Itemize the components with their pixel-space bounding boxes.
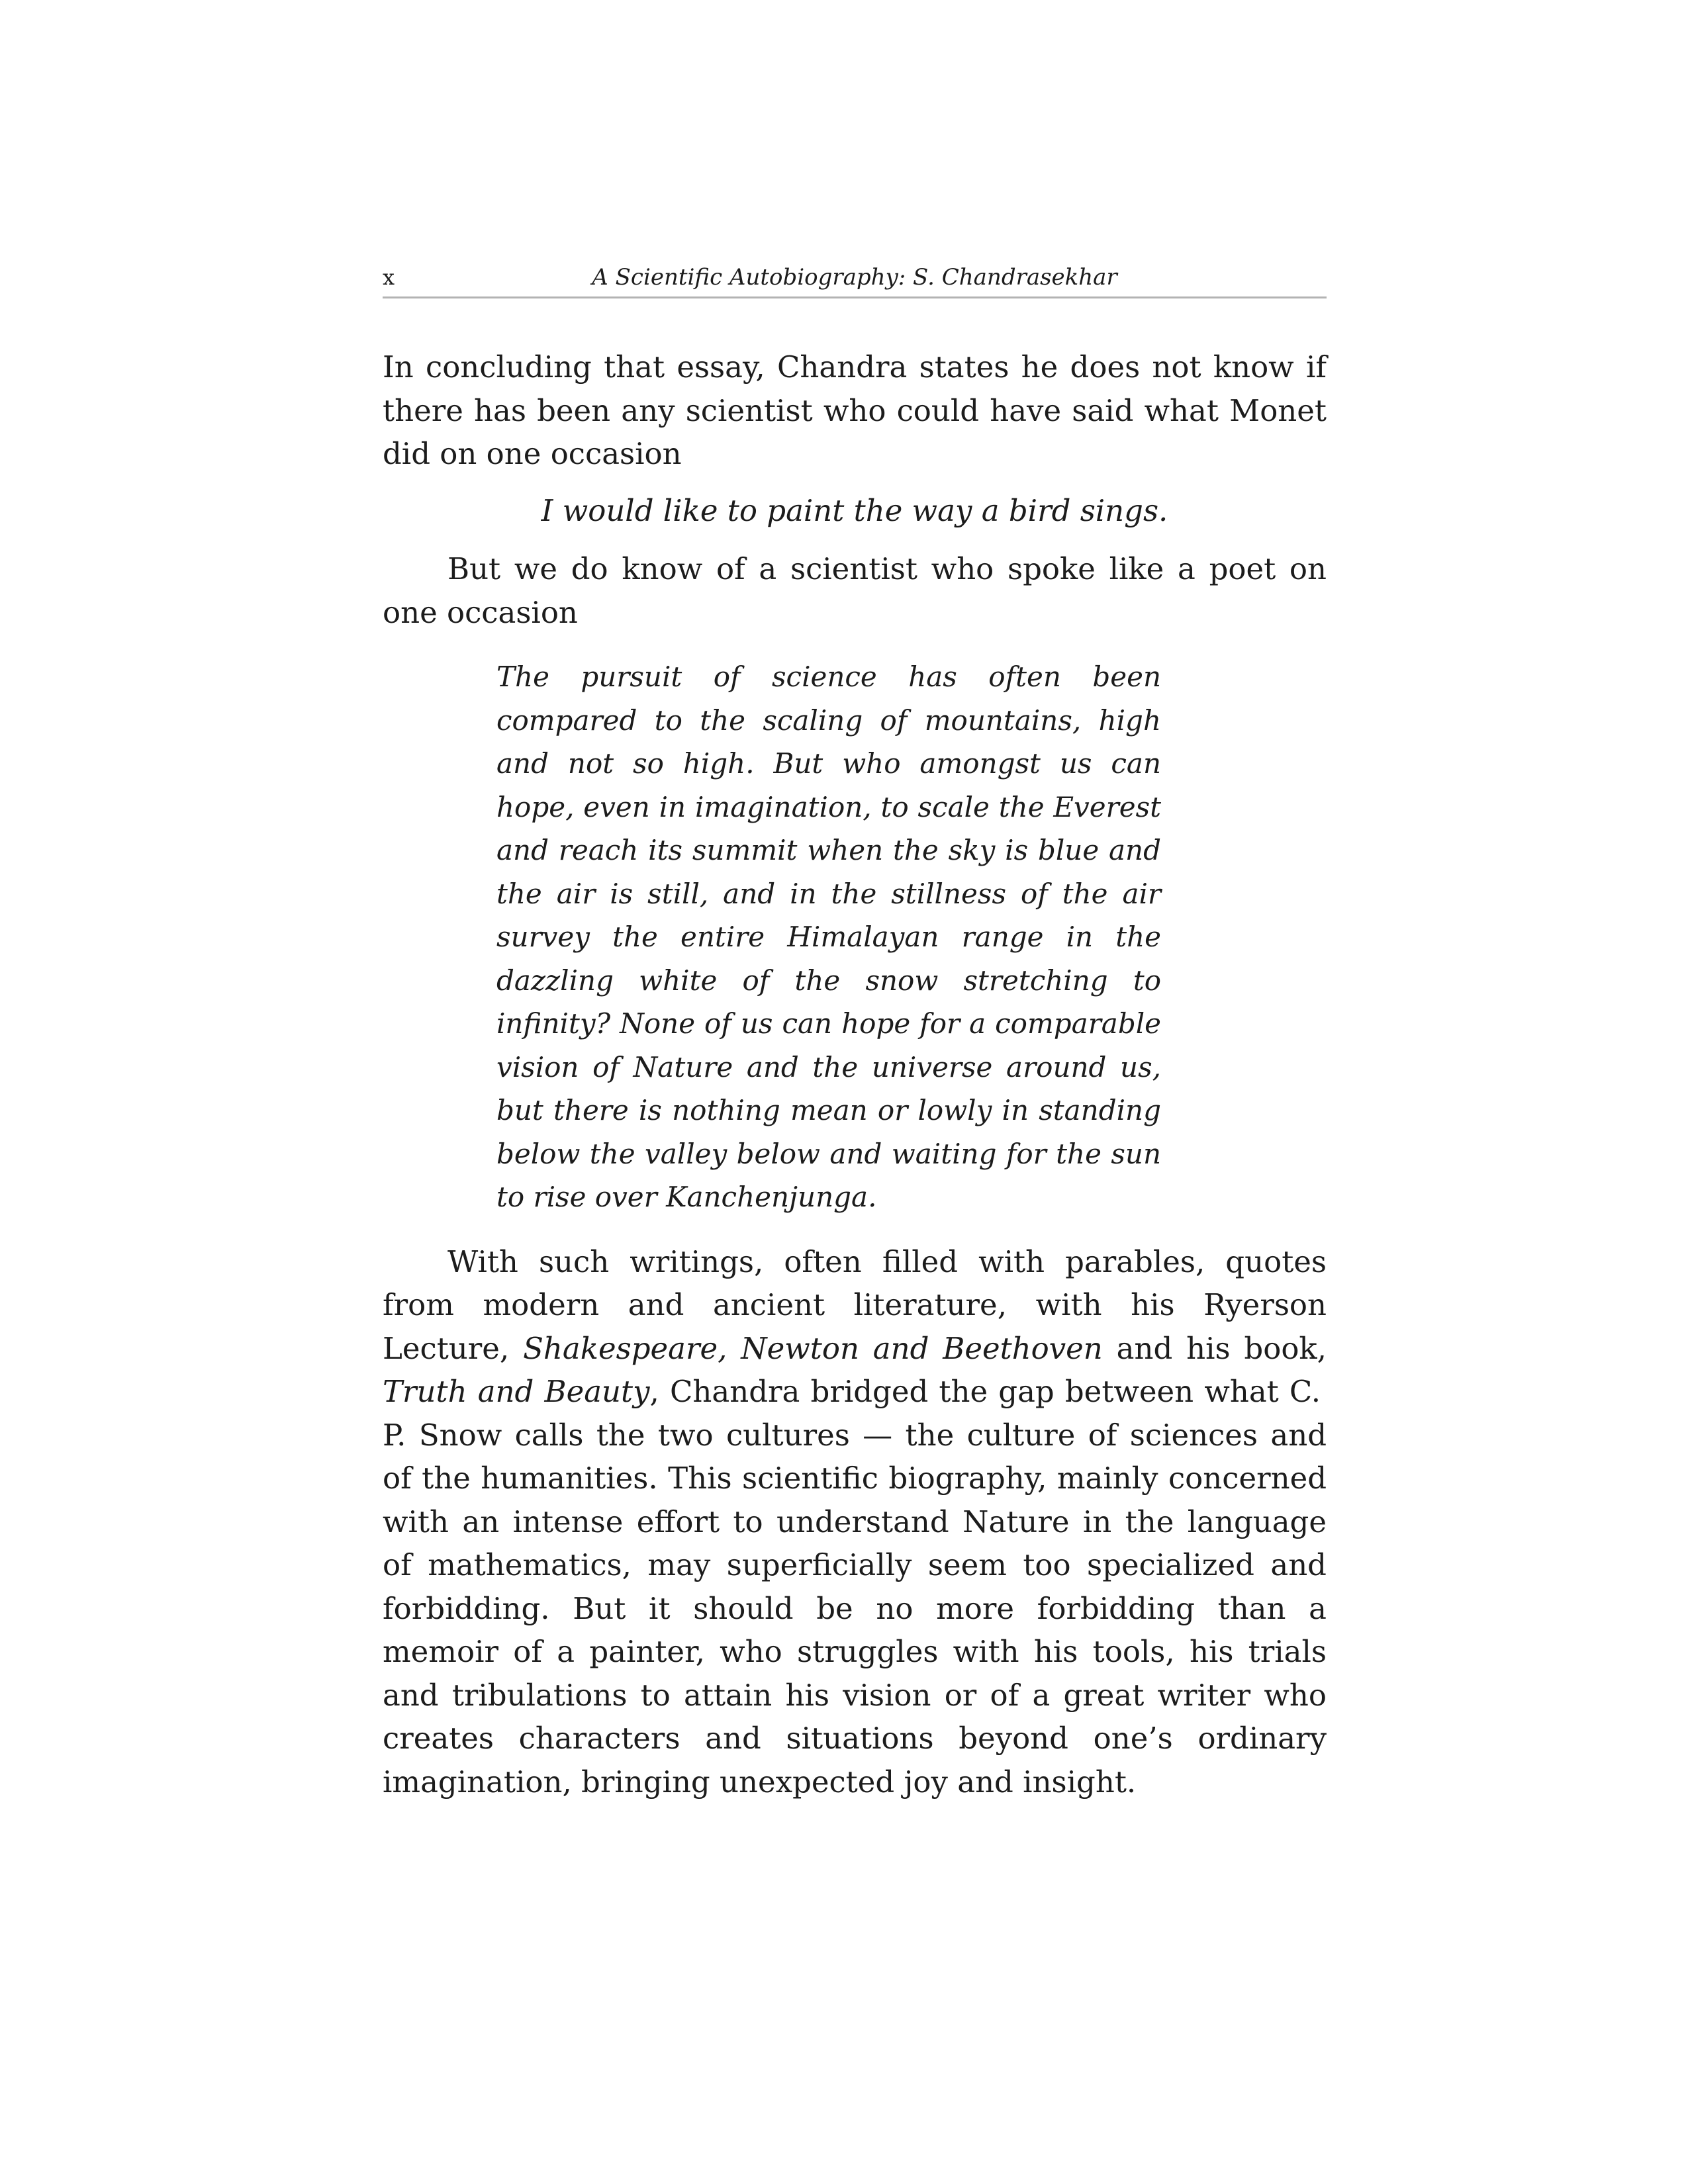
page-number: x <box>383 265 395 290</box>
paragraph-conclusion-part2: and his book, <box>1102 1330 1327 1366</box>
paragraph-conclusion-part1: With such writings, often filled with parables, quotes from modern and ancient literature, with his Ryerson Lecture, <box>383 1244 1327 1366</box>
monet-quote: I would like to paint the way a bird sings. <box>541 492 1168 528</box>
page-header <box>383 262 1327 298</box>
block-quote: The pursuit of science has often been compared to the scaling of mountains, high and not so high. But who amongst us can hope, even in imagination, to scale the Everest and reach its summit when the sky is blue and the air is still, and in the stillness of the air survey the entire Himalayan range in the dazzling white of the snow stretching to infinity? None of us can hope for a comparable vision of Nature and the universe around us, but there is nothing mean or lowly in standing below the valley below and waiting for the sun to rise over Kanchenjunga. <box>496 660 1161 1213</box>
paragraph-conclusion-part3: , Chandra bridged the gap between what C. P. Snow calls the two cultures — the culture of sciences and of the humanities. This scientific biography, mainly concerned with an intense effort to understand Nature in the language of mathematics, may superficially seem too specialized and forbidding. But it should be no more forbidding than a memoir of a painter, who struggles with his tools, his trials and tribulations to attain his vision or of a great writer who creates characters and situations beyond one’s ordinary imagination, bringing unexpected joy and insight. <box>383 1374 1327 1799</box>
paragraph-intro: In concluding that essay, Chandra states he does not know if there has been any scientist who could have said what Monet did on one occasion <box>383 349 1327 471</box>
book-title: Truth and Beauty <box>383 1374 650 1409</box>
lecture-title: Shakespeare, Newton and Beethoven <box>523 1330 1103 1366</box>
body-text <box>383 345 1327 1803</box>
paragraph-scientist-poet: But we do know of a scientist who spoke like a poet on one occasion <box>383 551 1327 630</box>
running-title: A Scientific Autobiography: S. Chandrasekhar <box>592 264 1117 291</box>
paragraph-conclusion <box>383 1240 1327 1804</box>
